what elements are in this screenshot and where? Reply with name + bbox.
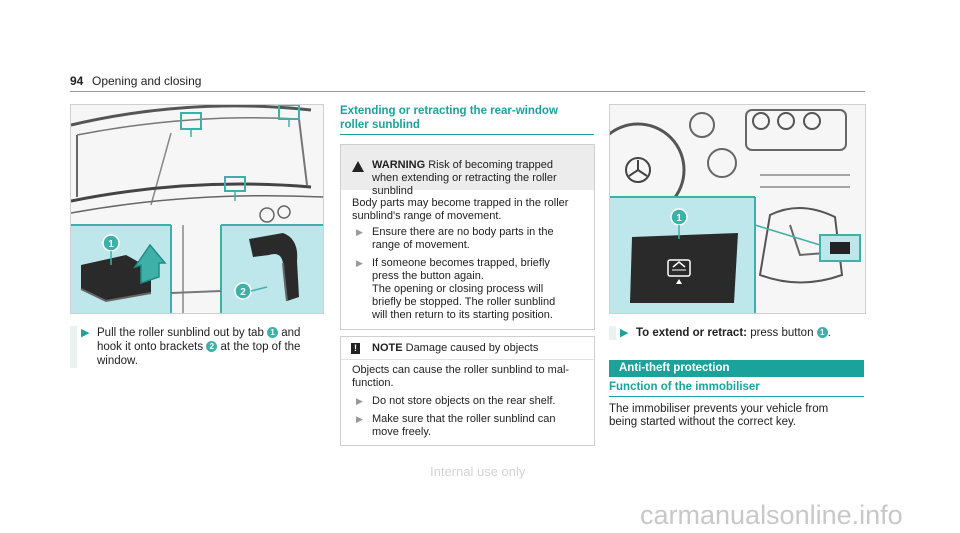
note-body-1: Objects can cause the roller sunblind to mal-: [352, 364, 570, 376]
step-text-2a: hook it onto brackets: [97, 341, 204, 353]
note-bullet-1-text: Do not store objects on the rear shelf.: [372, 395, 556, 407]
section-title-rule: [340, 134, 594, 135]
warning-bullet-1: [356, 226, 586, 253]
section-title-line1: Extending or retracting the rear-window: [340, 105, 558, 117]
section-banner-text: Anti-theft protection: [619, 362, 730, 374]
warning-bullet-2-line2: press the button again.: [372, 270, 484, 282]
warning-body-2: sunblind's range of movement.: [352, 210, 502, 222]
note-bullet-2-line2: move freely.: [372, 426, 432, 438]
subsection-title: Function of the immobiliser: [609, 381, 760, 393]
warning-label: WARNING: [372, 159, 426, 171]
figure-label-2: 2: [240, 287, 246, 298]
step-extend-retract: ▶ To extend or retract: press button 1 .: [609, 326, 869, 340]
warning-bullet-2-line5: will then return to its starting position.: [372, 309, 553, 321]
note-bullet-2-line1: Make sure that the roller sunblind can: [372, 413, 556, 425]
warning-bullet-2-line4: briefly be stopped. The roller sunblind: [372, 296, 556, 308]
step-text-1b: and: [281, 327, 301, 339]
section-title-line2: roller sunblind: [340, 119, 420, 131]
step-arrow-icon: ▶: [620, 327, 629, 339]
header-divider: [70, 91, 865, 92]
bullet-arrow-icon: ▶: [356, 414, 363, 424]
note-box: [340, 336, 595, 446]
section-banner: [609, 360, 864, 377]
step-text: press button: [750, 327, 814, 339]
badge-1: 1: [267, 327, 278, 338]
note-divider: [341, 359, 594, 360]
watermark: Internal use only: [430, 464, 526, 479]
warning-triangle-icon: [352, 161, 364, 172]
note-body-2: function.: [352, 377, 394, 389]
page-number: 94: [70, 74, 84, 88]
site-logo: carmanualsonline.info: [640, 500, 903, 530]
bullet-arrow-icon: ▶: [356, 258, 363, 268]
note-bullet-1: [356, 395, 586, 409]
immobiliser-body-2: being started without the correct key.: [609, 416, 797, 428]
note-label: NOTE: [372, 342, 403, 354]
figure-label-1: 1: [676, 213, 682, 224]
step-pull-sunblind: [70, 326, 330, 370]
bullet-arrow-icon: ▶: [356, 227, 363, 237]
warning-bullet-2-line3: The opening or closing process will: [372, 283, 544, 295]
warning-title-1: Risk of becoming trapped: [428, 159, 553, 171]
warning-body-1: Body parts may become trapped in the roller: [352, 197, 569, 209]
console-button-illustration: [609, 104, 866, 314]
step-text-2b: at the top of the: [220, 341, 301, 353]
note-title: Damage caused by objects: [405, 342, 539, 354]
step-text-1a: Pull the roller sunblind out by tab: [97, 327, 264, 339]
warning-bullet-2-line1: If someone becomes trapped, briefly: [372, 257, 550, 269]
page-header-title: Opening and closing: [92, 74, 202, 88]
warning-title-3: sunblind: [372, 185, 413, 197]
note-bullet-2: [356, 413, 586, 440]
subsection-rule: [609, 396, 864, 397]
badge-2: 2: [206, 341, 217, 352]
bullet-arrow-icon: ▶: [356, 396, 363, 406]
note-exclamation-icon: !: [351, 343, 360, 354]
warning-bullet-1-line1: Ensure there are no body parts in the: [372, 226, 554, 238]
warning-title-2: when extending or retracting the roller: [372, 172, 557, 184]
figure-label-1: 1: [108, 239, 114, 250]
step-text-3: window.: [97, 355, 138, 367]
warning-bullet-1-line2: range of movement.: [372, 239, 470, 251]
warning-box: [340, 144, 595, 330]
step-bold-label: To extend or retract:: [636, 327, 747, 339]
badge-1: 1: [817, 327, 828, 338]
warning-bullet-2: [356, 257, 586, 325]
step-arrow-icon: ▶: [81, 327, 90, 339]
sunblind-illustration: [70, 104, 324, 314]
immobiliser-body-1: The immobiliser prevents your vehicle from: [609, 403, 829, 415]
